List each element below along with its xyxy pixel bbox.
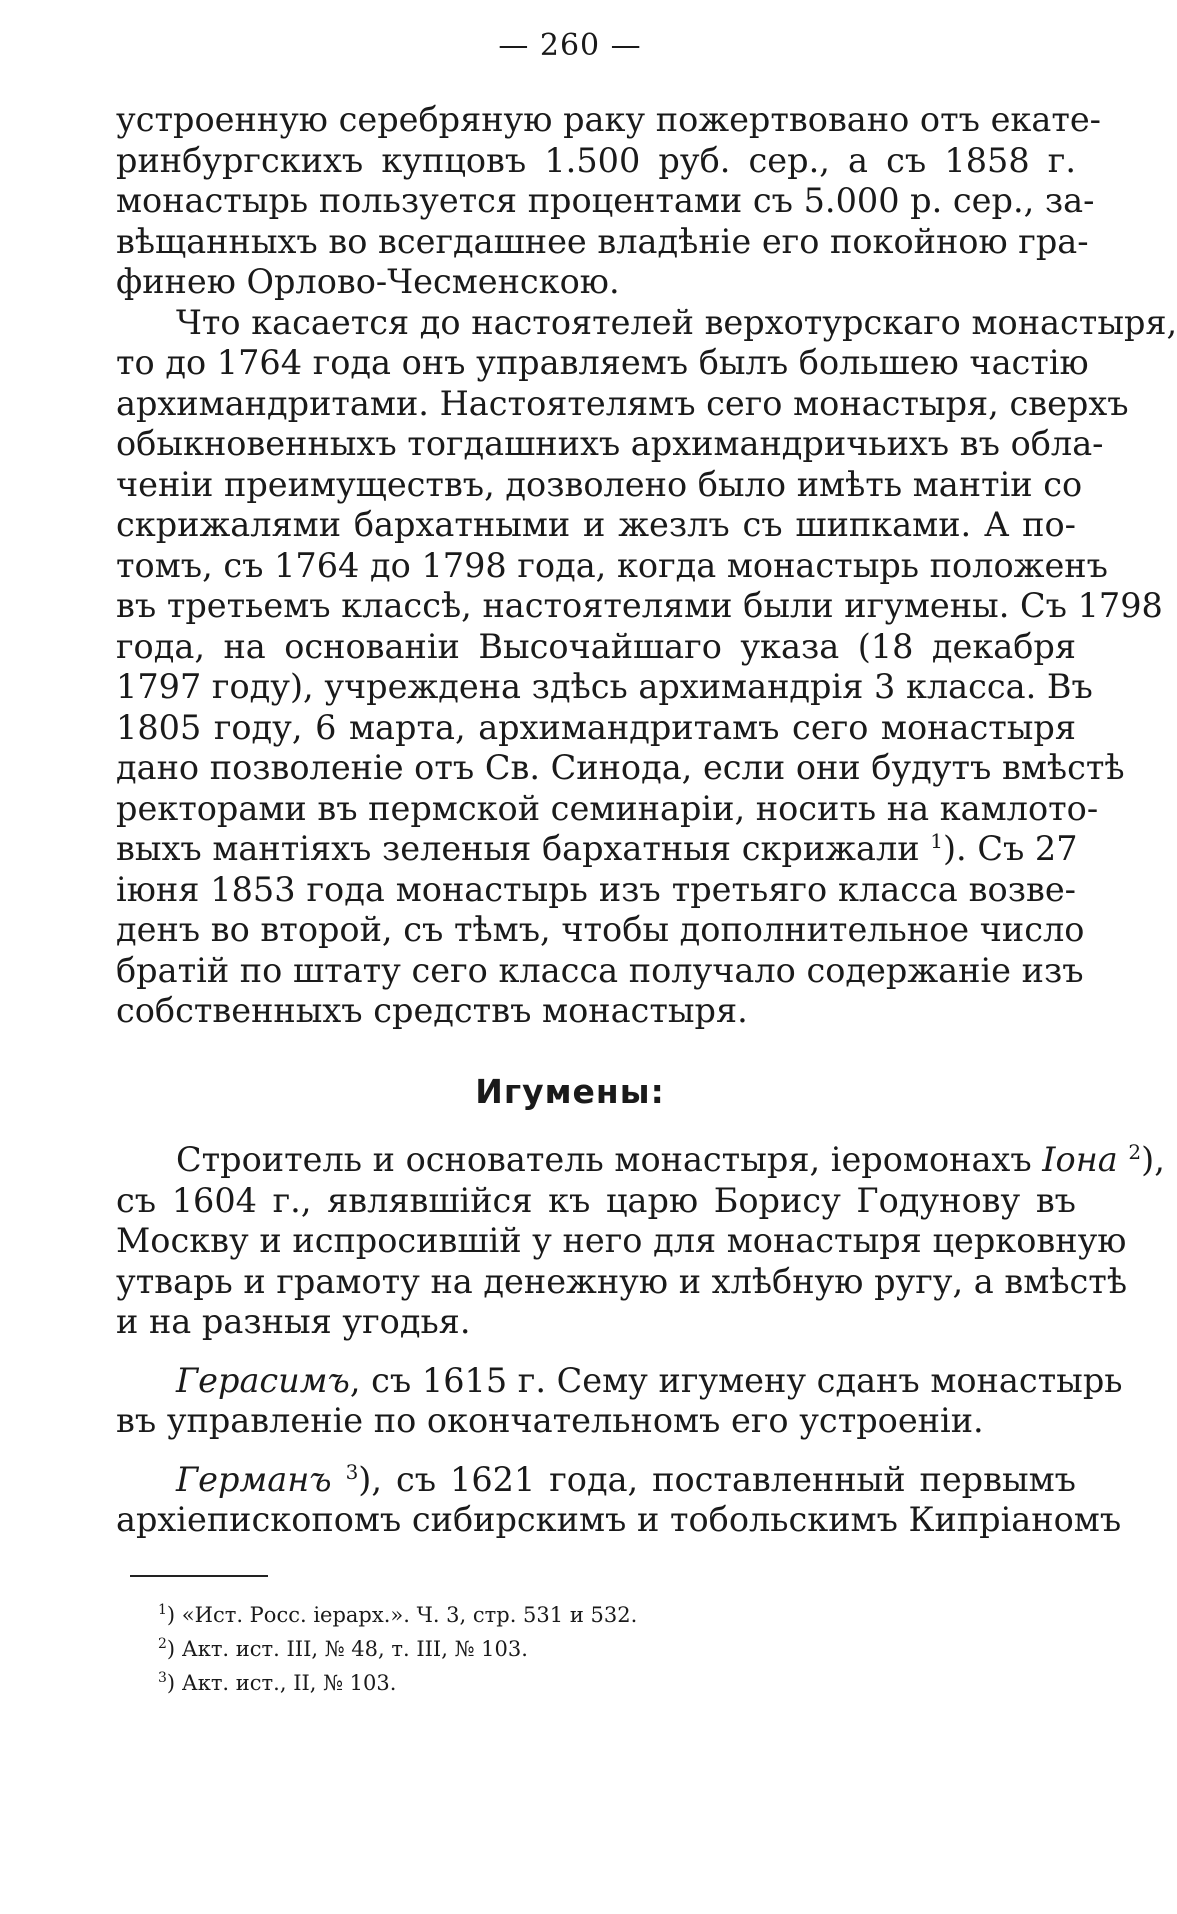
footnote-mark: 3 — [158, 1670, 167, 1686]
text-line-with-footnote — [116, 829, 1076, 870]
entry-german — [116, 1459, 1122, 1541]
text-segment: Строитель и основатель монастыря, іеромонахъ — [176, 1140, 1032, 1179]
text-line: въ третьемъ классѣ, настоятелями были игумены. Съ 1798 — [116, 586, 1163, 625]
text-line: скрижалями бархатными и жезлъ съ шипками. А по- — [116, 505, 1076, 544]
footnote-divider — [130, 1575, 268, 1577]
text-line: іюня 1853 года монастырь изъ третьяго класса возве- — [116, 869, 1076, 909]
text-line: денъ во второй, съ тѣмъ, чтобы дополнительное число — [116, 910, 1085, 949]
text-line: архимандритами. Настоятелямъ сего монастыря, сверхъ — [116, 383, 1129, 423]
text-line: устроенную серебряную раку пожертвовано отъ екате- — [116, 100, 1101, 139]
text-line: братій по штату сего класса получало содержаніе изъ — [116, 950, 1084, 990]
footnote-1 — [158, 1598, 1058, 1632]
text-line: Москву и испросившій у него для монастыря церковную — [116, 1221, 1127, 1260]
person-name: Іона — [1042, 1140, 1118, 1179]
footnote-mark: 2 — [158, 1636, 167, 1652]
footnote-text: ) Акт. ист., II, № 103. — [166, 1671, 397, 1695]
footnotes — [158, 1598, 1058, 1700]
footnote-text: ) Акт. ист. III, № 48, т. III, № 103. — [166, 1637, 528, 1661]
footnote-mark: 1 — [158, 1602, 167, 1618]
paragraph-abbots-history — [116, 302, 1177, 1032]
text-line — [116, 1460, 1076, 1501]
person-name: Герасимъ — [176, 1360, 350, 1400]
text-line: Что касается до настоятелей верхотурскаго монастыря, — [176, 302, 1177, 342]
text-segment: ), — [1141, 1140, 1165, 1179]
text-line: съ 1604 г., являвшійся къ царю Борису Годунову въ — [116, 1180, 1076, 1220]
text-line: 1805 году, 6 марта, архимандритамъ сего монастыря — [116, 707, 1076, 747]
text-line: вѣщанныхъ во всегдашнее владѣніе его покойною гра- — [116, 221, 1089, 261]
page-number: — 260 — — [498, 28, 642, 63]
text-line: обыкновенныхъ тогдашнихъ архимандричьихъ въ обла- — [116, 424, 1104, 463]
footnote-marker: 1 — [930, 828, 943, 853]
text-line: ченіи преимуществъ, дозволено было имѣть мантіи со — [116, 464, 1083, 504]
footnote-2 — [158, 1632, 1058, 1666]
text-line: ринбургскихъ купцовъ 1.500 руб. сер., а съ 1858 г. — [116, 140, 1076, 180]
footnote-marker: 2 — [1128, 1139, 1142, 1164]
text-line: года, на основаніи Высочайшаго указа (18 декабря — [116, 626, 1076, 666]
text-line: дано позволеніе отъ Св. Синода, если они будутъ вмѣстѣ — [116, 748, 1125, 787]
footnote-marker: 3 — [345, 1459, 359, 1484]
text-line: и на разныя угодья. — [116, 1302, 471, 1341]
text-segment: ), съ 1621 года, поставленный первымъ — [358, 1459, 1076, 1499]
text-line: финею Орлово-Чесменскою. — [116, 262, 620, 301]
text-segment: ). Съ 27 — [942, 829, 1078, 868]
text-line: то до 1764 года онъ управляемъ былъ большею частію — [116, 343, 1089, 382]
entry-iona — [116, 1139, 1165, 1343]
footnote-text: ) «Ист. Росс. іерарх.». Ч. 3, стр. 531 и 532. — [166, 1603, 638, 1627]
abbots-list — [116, 1139, 1165, 1559]
text-line — [116, 1139, 1165, 1181]
entry-gerasim — [116, 1360, 1123, 1442]
text-line: въ управленіе по окончательномъ его устроеніи. — [116, 1401, 984, 1440]
text-line: томъ, съ 1764 до 1798 года, когда монастырь положенъ — [116, 545, 1108, 585]
paragraph-endowment — [116, 100, 1101, 303]
text-line: архіепископомъ сибирскимъ и тобольскимъ Кипріаномъ — [116, 1500, 1122, 1539]
text-line: утварь и грамоту на денежную и хлѣбную ругу, а вмѣстѣ — [116, 1261, 1128, 1301]
text-line: 1797 году), учреждена здѣсь архимандрія 3 класса. Въ — [116, 667, 1093, 706]
person-name: Германъ — [176, 1459, 332, 1499]
text-line: собственныхъ средствъ монастыря. — [116, 991, 748, 1030]
text-segment: выхъ мантіяхъ зеленыя бархатныя скрижали — [116, 829, 920, 868]
section-heading: Игумены: — [475, 1072, 665, 1111]
text-line: ректорами въ пермской семинаріи, носить на камлото- — [116, 788, 1099, 828]
text-line: монастырь пользуется процентами съ 5.000 р. сер., за- — [116, 181, 1095, 220]
text-segment: , съ 1615 г. Сему игумену сданъ монастырь — [349, 1360, 1123, 1400]
footnote-3 — [158, 1666, 1058, 1700]
main-text — [116, 100, 1177, 1032]
text-line — [116, 1360, 1123, 1402]
